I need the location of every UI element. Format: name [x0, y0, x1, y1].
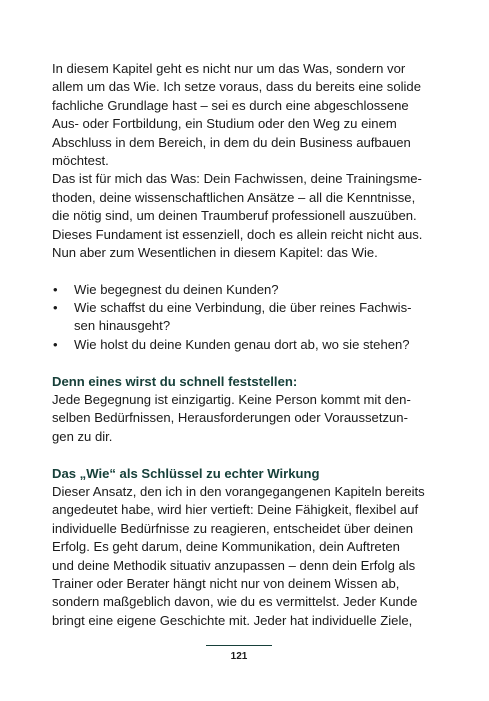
bullet-icon: • [53, 336, 58, 352]
text-line: individuelle Bedürfnisse zu reagieren, entscheidet über deinen [52, 520, 414, 536]
bullet-list [52, 281, 434, 355]
intro-paragraph [52, 60, 434, 262]
section-heading: Denn eines wirst du schnell feststellen: [52, 373, 298, 389]
text-line: bringt eine eigene Geschichte mit. Jeder hat individuelle Ziele, [52, 612, 413, 628]
list-item-text: sen hinausgeht? [74, 318, 171, 334]
list-item-text: Wie holst du deine Kunden genau dort ab, wo sie stehen? [74, 336, 410, 352]
bullet-icon: • [53, 281, 58, 297]
text-line: Jede Begegnung ist einzigartig. Keine Person kommt mit den- [52, 392, 411, 408]
text-line: möchtest. [52, 152, 109, 168]
text-line: Aus- oder Fortbildung, ein Studium oder den Weg zu einem [52, 116, 397, 132]
list-item-text: Wie begegnest du deinen Kunden? [74, 281, 279, 297]
text-line: Nun aber zum Wesentlichen in diesem Kapitel: das Wie. [52, 244, 378, 260]
paragraph-spacer [52, 262, 434, 280]
text-line: Das ist für mich das Was: Dein Fachwissen, deine Trainingsme- [52, 171, 422, 187]
text-line: thoden, deine wissenschaftlichen Ansätze – all die Kenntnisse, [52, 189, 416, 205]
paragraph-spacer [52, 446, 434, 464]
list-item [52, 281, 434, 299]
text-line: Dieses Fundament ist essenziell, doch es allein reicht nicht aus. [52, 226, 423, 242]
page-body [52, 60, 434, 630]
page-number: 121 [230, 651, 248, 662]
text-line: selben Bedürfnissen, Herausforderungen oder Voraussetzun- [52, 410, 408, 426]
section-heading: Das „Wie“ als Schlüssel zu echter Wirkung [52, 465, 320, 481]
text-line: Trainer oder Berater hängt nicht nur von deinem Wissen ab, [52, 575, 400, 591]
text-line: gen zu dir. [52, 428, 113, 444]
text-line: sondern maßgeblich davon, wie du es vermittelst. Jeder Kunde [52, 594, 418, 610]
bullet-icon: • [53, 300, 58, 316]
text-line: angedeutet habe, wird hier vertieft: Deine Fähigkeit, flexibel auf [52, 502, 419, 518]
list-item [52, 299, 434, 336]
text-line: Abschluss in dem Bereich, in dem du dein Business aufbauen [52, 134, 411, 150]
text-line: Erfolg. Es geht darum, deine Kommunikation, dein Auftreten [52, 539, 400, 555]
text-line: und deine Methodik situativ anzupassen – denn dein Erfolg als [52, 557, 416, 573]
text-line: allem um das Wie. Ich setze voraus, dass du bereits eine solide [52, 79, 421, 95]
text-line: die nötig sind, um deinen Traumberuf professionell auszuüben. [52, 208, 417, 224]
text-line: fachliche Grundlage hast – sei es durch eine abgeschlossene [52, 97, 409, 113]
list-item [52, 336, 434, 354]
footer-divider [206, 645, 272, 646]
text-line: In diesem Kapitel geht es nicht nur um das Was, sondern vor [52, 61, 406, 76]
list-item-text: Wie schaffst du eine Verbindung, die über reines Fachwis- [74, 300, 412, 316]
text-line: Dieser Ansatz, den ich in den vorangegangenen Kapiteln bereits [52, 483, 425, 499]
paragraph-spacer [52, 354, 434, 372]
section-denn-eines [52, 373, 434, 447]
section-das-wie [52, 465, 434, 631]
